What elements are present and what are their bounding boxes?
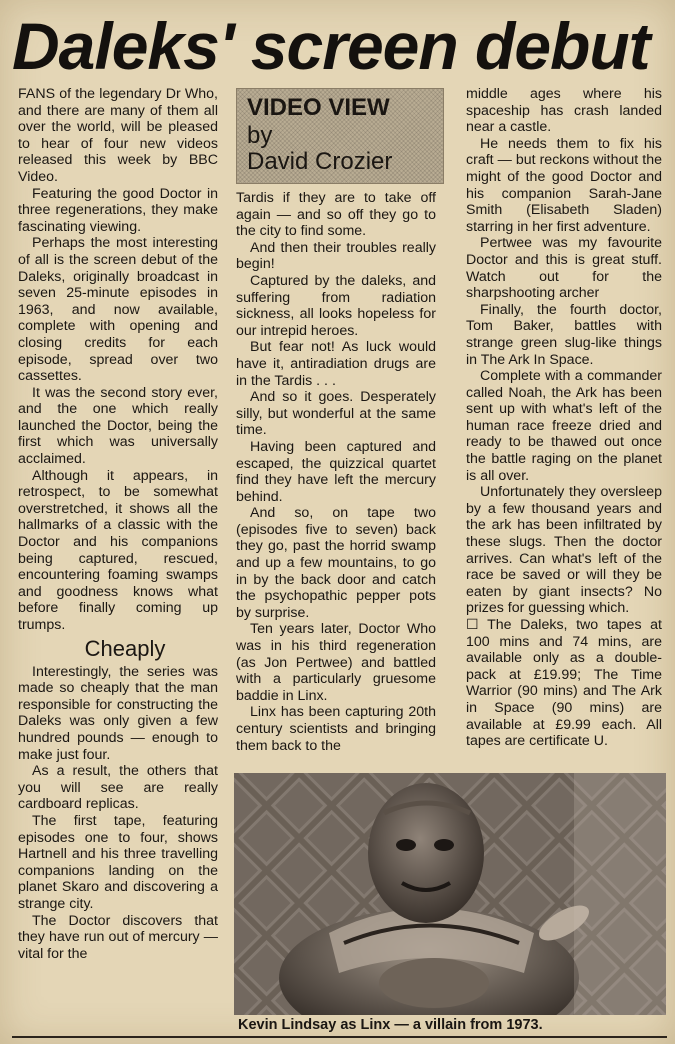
article-column-1: [18, 86, 218, 962]
paragraph: Pertwee was my favourite Doctor and this is great stuff. Watch out for the sharpshooting archer: [466, 235, 662, 302]
paragraph: Linx has been capturing 20th century scientists and bringing them back to the: [236, 704, 436, 754]
paragraph: Complete with a commander called Noah, the Ark has been sent up with what's left of the human race freeze dried and ready to be thawed out once the battle raging on the planet is all over.: [466, 368, 662, 484]
paragraph: And then their troubles really begin!: [236, 239, 436, 273]
paragraph: Ten years later, Doctor Who was in his third regeneration (as Jon Pertwee) and battled with a particularly gruesome baddie in Linx.: [236, 621, 436, 704]
paragraph: Captured by the daleks, and suffering from radiation sickness, all looks hopeless for our intrepid heroes.: [236, 272, 436, 339]
paragraph: Although it appears, in retrospect, to be somewhat overstretched, it shows all the hallmarks of a classic with the Doctor and his companions being captured, rescued, encountering foaming swamps and goodness knows what before finally coming up trumps.: [18, 467, 218, 633]
paragraph: The Doctor discovers that they have run out of mercury — vital for the: [18, 912, 218, 962]
linx-photo-illustration: [234, 773, 666, 1015]
paragraph: And so it goes. Desperately silly, but wonderful at the same time.: [236, 389, 436, 439]
paragraph: As a result, the others that you will see are really cardboard replicas.: [18, 763, 218, 813]
paragraph: Finally, the fourth doctor, Tom Baker, battles with strange green slug-like things in The Ark In Space.: [466, 301, 662, 368]
headline: Daleks' screen debut: [12, 9, 650, 83]
article-column-3: [466, 86, 662, 750]
byline-by: by: [247, 122, 273, 149]
author-name: David Crozier: [247, 148, 393, 175]
bottom-rule: [12, 1036, 667, 1038]
photo-caption: Kevin Lindsay as Linx — a villain from 1973.: [238, 1017, 543, 1033]
paragraph: FANS of the legendary Dr Who, and there are many of them all over the world, will be pleased to hear of four new videos released this week by BBC Video.: [18, 86, 218, 185]
section-label: VIDEO VIEW: [247, 94, 390, 121]
byline-box: [236, 88, 444, 184]
subheading-cheaply: Cheaply: [84, 635, 166, 661]
paragraph: And so, on tape two (episodes five to seven) back they go, past the horrid swamp and up a few mountains, to go in by the back door and catch the psychopathic pepper pots by surprise.: [236, 505, 436, 621]
paragraph: middle ages where his spaceship has crash landed near a castle.: [466, 86, 662, 136]
linx-photo: [234, 773, 666, 1015]
paragraph: Unfortunately they oversleep by a few thousand years and the ark has been infiltrated by these slugs. Then the doctor arrives. Can what's left of the race be saved or will they be eaten by giant insects? No prizes for guessing which.: [466, 484, 662, 617]
paragraph: Interestingly, the series was made so cheaply that the man responsible for constructing the Daleks was only given a few hundred pounds — enough to make just four.: [18, 663, 218, 763]
paragraph: But fear not! As luck would have it, antiradiation drugs are in the Tardis . . .: [236, 339, 436, 389]
paragraph: Perhaps the most interesting of all is the screen debut of the Daleks, originally broadcast in seven 25-minute episodes in 1963, and now available, complete with opening and closing credits for each episode, spread over two cassettes.: [18, 235, 218, 385]
article-column-2: [236, 190, 436, 754]
paragraph: It was the second story ever, and the one which really launched the Doctor, being the first which was universally acclaimed.: [18, 384, 218, 468]
paragraph-listing: ☐ The Daleks, two tapes at 100 mins and 74 mins, are available only as a double-pack at £19.99; The Time Warrior (90 mins) and The Ark in Space (90 mins) are available at £9.99 each. All tapes are certificate U.: [466, 617, 662, 750]
paragraph: Tardis if they are to take off again — and so off they go to the city to find some.: [236, 190, 436, 240]
paragraph: Featuring the good Doctor in three regenerations, they make fascinating viewing.: [18, 185, 218, 235]
paragraph: Having been captured and escaped, the quizzical quartet find they have left the mercury behind.: [236, 438, 436, 505]
paragraph: He needs them to fix his craft — but reckons without the might of the good Doctor and his companion Sarah-Jane Smith (Elisabeth Sladen) starring in her first adventure.: [466, 135, 662, 235]
paragraph: The first tape, featuring episodes one to four, shows Hartnell and his three travelling companions landing on the planet Skaro and discovering a strange city.: [18, 812, 218, 912]
